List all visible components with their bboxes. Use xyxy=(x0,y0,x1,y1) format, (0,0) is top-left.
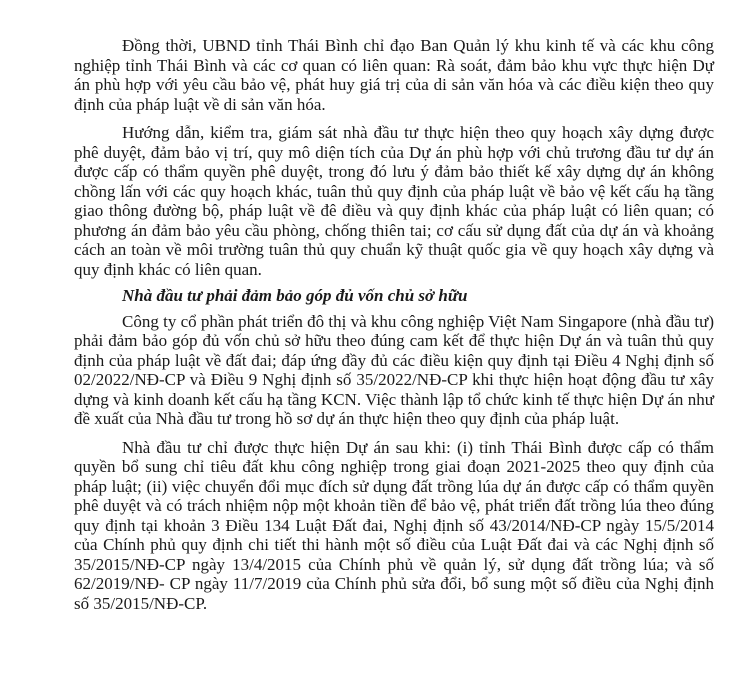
document-page xyxy=(74,36,714,613)
paragraph-provincial-direction: Đồng thời, UBND tỉnh Thái Bình chỉ đạo Ban Quản lý khu kinh tế và các khu công nghiệp tỉnh Thái Bình và các cơ quan có liên quan: Rà soát, đảm bảo khu vực thực hiện Dự án phù hợp với yêu cầu bảo vệ, phát huy giá trị của di sản văn hóa và các điều kiện theo quy định của pháp luật về di sản văn hóa. xyxy=(74,36,714,114)
section-heading: Nhà đầu tư phải đảm bảo góp đủ vốn chủ sở hữu xyxy=(122,286,468,305)
paragraph-investor-capital: Công ty cổ phần phát triển đô thị và khu công nghiệp Việt Nam Singapore (nhà đầu tư) phải đảm bảo góp đủ vốn chủ sở hữu theo đúng cam kết để thực hiện Dự án và tuân thủ quy định của pháp luật về đất đai; đáp ứng đầy đủ các điều kiện quy định tại Điều 4 Nghị định số 02/2022/NĐ-CP và Điều 9 Nghị định số 35/2022/NĐ-CP khi thực hiện hoạt động đầu tư xây dựng và kinh doanh kết cấu hạ tầng KCN. Việc thành lập tổ chức kinh tế thực hiện Dự án như đề xuất của Nhà đầu tư trong hồ sơ dự án thực hiện theo quy định của pháp luật. xyxy=(74,311,714,428)
paragraph-implementation-conditions: Nhà đầu tư chỉ được thực hiện Dự án sau khi: (i) tỉnh Thái Bình được cấp có thẩm quyền bổ sung chỉ tiêu đất khu công nghiệp trong giai đoạn 2021-2025 theo quy định của pháp luật; (ii) việc chuyển đổi mục đích sử dụng đất trồng lúa dự án được cấp có thẩm quyền phê duyệt và có trách nhiệm nộp một khoản tiền để bảo vệ, phát triển đất trồng lúa theo đúng quy định tại khoản 3 Điều 134 Luật Đất đai, Nghị định số 43/2014/NĐ-CP ngày 15/5/2014 của Chính phủ quy định chi tiết thi hành một số điều của Luật Đất đai và các Nghị định số 35/2015/NĐ-CP ngày 13/4/2015 của Chính phủ về quản lý, sử dụng đất trồng lúa; và số 62/2019/NĐ- CP ngày 11/7/2019 của Chính phủ sửa đổi, bổ sung một số điều của Nghị định số 35/2015/NĐ-CP. xyxy=(74,437,714,613)
paragraph-guidance-supervision: Hướng dẫn, kiểm tra, giám sát nhà đầu tư thực hiện theo quy hoạch xây dựng được phê duyệt, đảm bảo vị trí, quy mô diện tích của Dự án phù hợp với chủ trương đầu tư dự án được cấp có thẩm quyền phê duyệt, trong đó lưu ý đảm bảo thiết kế xây dựng dự án không chồng lấn với các quy hoạch khác, tuân thủ quy định của pháp luật về bảo vệ kết cấu hạ tầng giao thông đường bộ, pháp luật về đê điều và quy định khác của pháp luật có liên quan; có phương án đảm bảo yêu cầu phòng, chống thiên tai; cơ cấu sử dụng đất của dự án và khoảng cách an toàn về môi trường tuân thủ quy chuẩn kỹ thuật quốc gia về quy hoạch xây dựng và quy định khác có liên quan. xyxy=(74,123,714,279)
